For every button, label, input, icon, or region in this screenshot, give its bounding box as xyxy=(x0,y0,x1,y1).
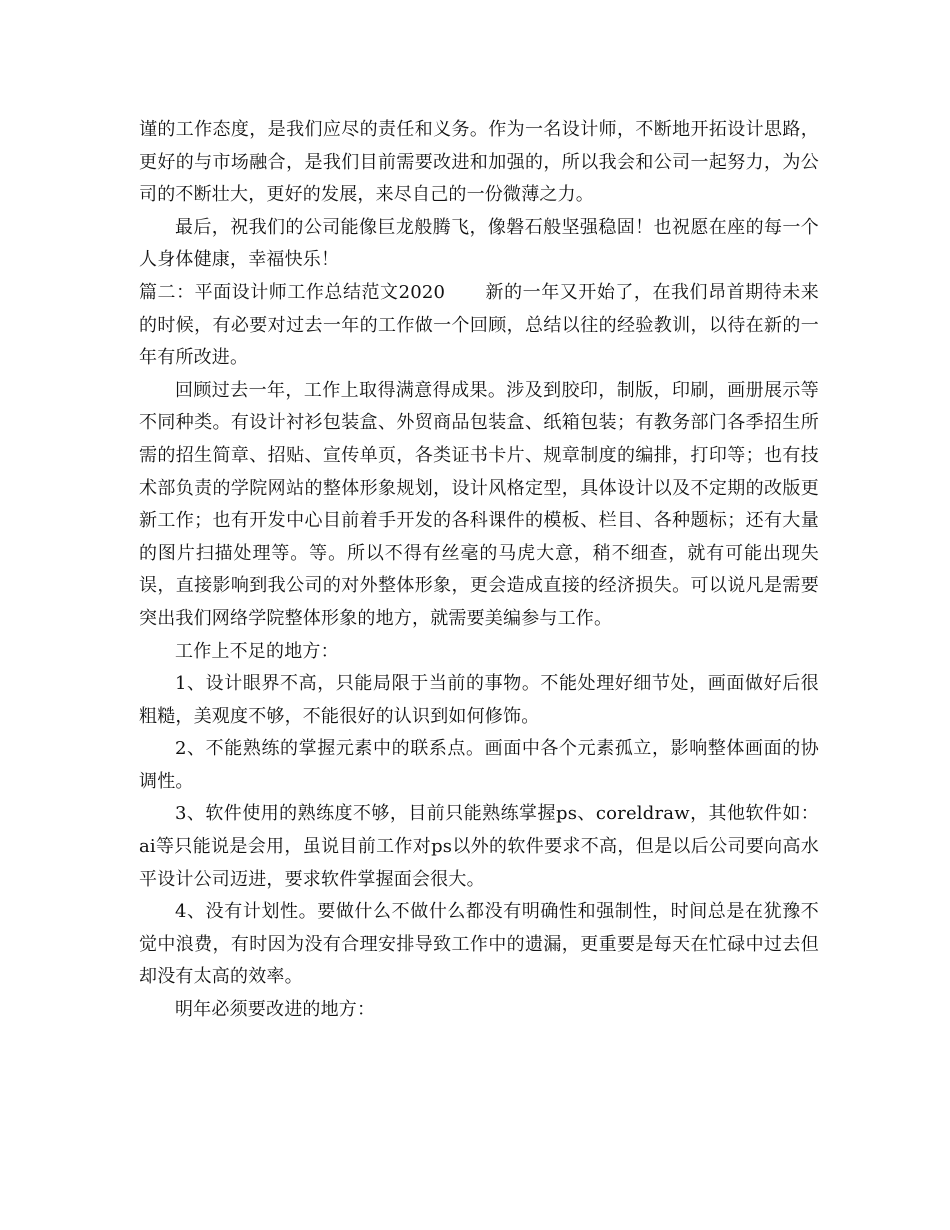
section-two-intro: 新的一年又开始了，在我们昂首期待未来的时候，有必要对过去一年的工作做一个回顾，总结以往的经验教训，以待在新的一年有所改进。 xyxy=(139,281,819,369)
paragraph-shortcomings-heading: 工作上不足的地方： xyxy=(175,640,339,662)
list-item-shortcoming-2: 2、不能熟练的掌握元素中的联系点。画面中各个元素孤立，影响整体画面的协调性。 xyxy=(139,738,819,792)
paragraph-work-attitude: 谨的工作态度，是我们应尽的责任和义务。作为一名设计师，不断地开拓设计思路，更好的与市场融合，是我们目前需要改进和加强的，所以我会和公司一起努力，为公司的不断壮大，更好的发展，来尽自己的一份微薄之力。 xyxy=(139,119,819,206)
section-two-title: 篇二：平面设计师工作总结范文2020 xyxy=(139,281,446,303)
paragraph-year-review: 回顾过去一年，工作上取得满意得成果。涉及到胶印，制版，印刷，画册展示等不同种类。有设计衬衫包装盒、外贸商品包装盒、纸箱包装；有教务部门各季招生所需的招生简章、招贴、宣传单页，各类证书卡片、规章制度的编排，打印等；也有技术部负责的学院网站的整体形象规划，设计风格定型，具体设计以及不定期的改版更新工作；也有开发中心目前着手开发的各科课件的模板、栏目、各种题标；还有大量的图片扫描处理等。等。所以不得有丝毫的马虎大意，稍不细查，就有可能出现失误，直接影响到我公司的对外整体形象，更会造成直接的经济损失。可以说凡是需要突出我们网络学院整体形象的地方，就需要美编参与工作。 xyxy=(139,379,819,629)
paragraph-improvements-heading: 明年必须要改进的地方： xyxy=(175,999,376,1021)
list-item-shortcoming-3: 3、软件使用的熟练度不够，目前只能熟练掌握ps、coreldraw，其他软件如：ai等只能说是会用，虽说目前工作对ps以外的软件要求不高，但是以后公司要向高水平设计公司迈进，要求软件掌握面会很大。 xyxy=(139,803,819,890)
list-item-shortcoming-1: 1、设计眼界不高，只能局限于当前的事物。不能处理好细节处，画面做好后很粗糙，美观度不够，不能很好的认识到如何修饰。 xyxy=(139,673,819,727)
document-body xyxy=(139,114,819,1027)
paragraph-section-two-heading xyxy=(139,277,819,375)
paragraph-closing-wishes: 最后，祝我们的公司能像巨龙般腾飞，像磐石般坚强稳固！也祝愿在座的每一个人身体健康，幸福快乐！ xyxy=(139,216,819,271)
list-item-shortcoming-4: 4、没有计划性。要做什么不做什么都没有明确性和强制性，时间总是在犹豫不觉中浪费，有时因为没有合理安排导致工作中的遗漏，更重要是每天在忙碌中过去但却没有太高的效率。 xyxy=(139,901,819,988)
